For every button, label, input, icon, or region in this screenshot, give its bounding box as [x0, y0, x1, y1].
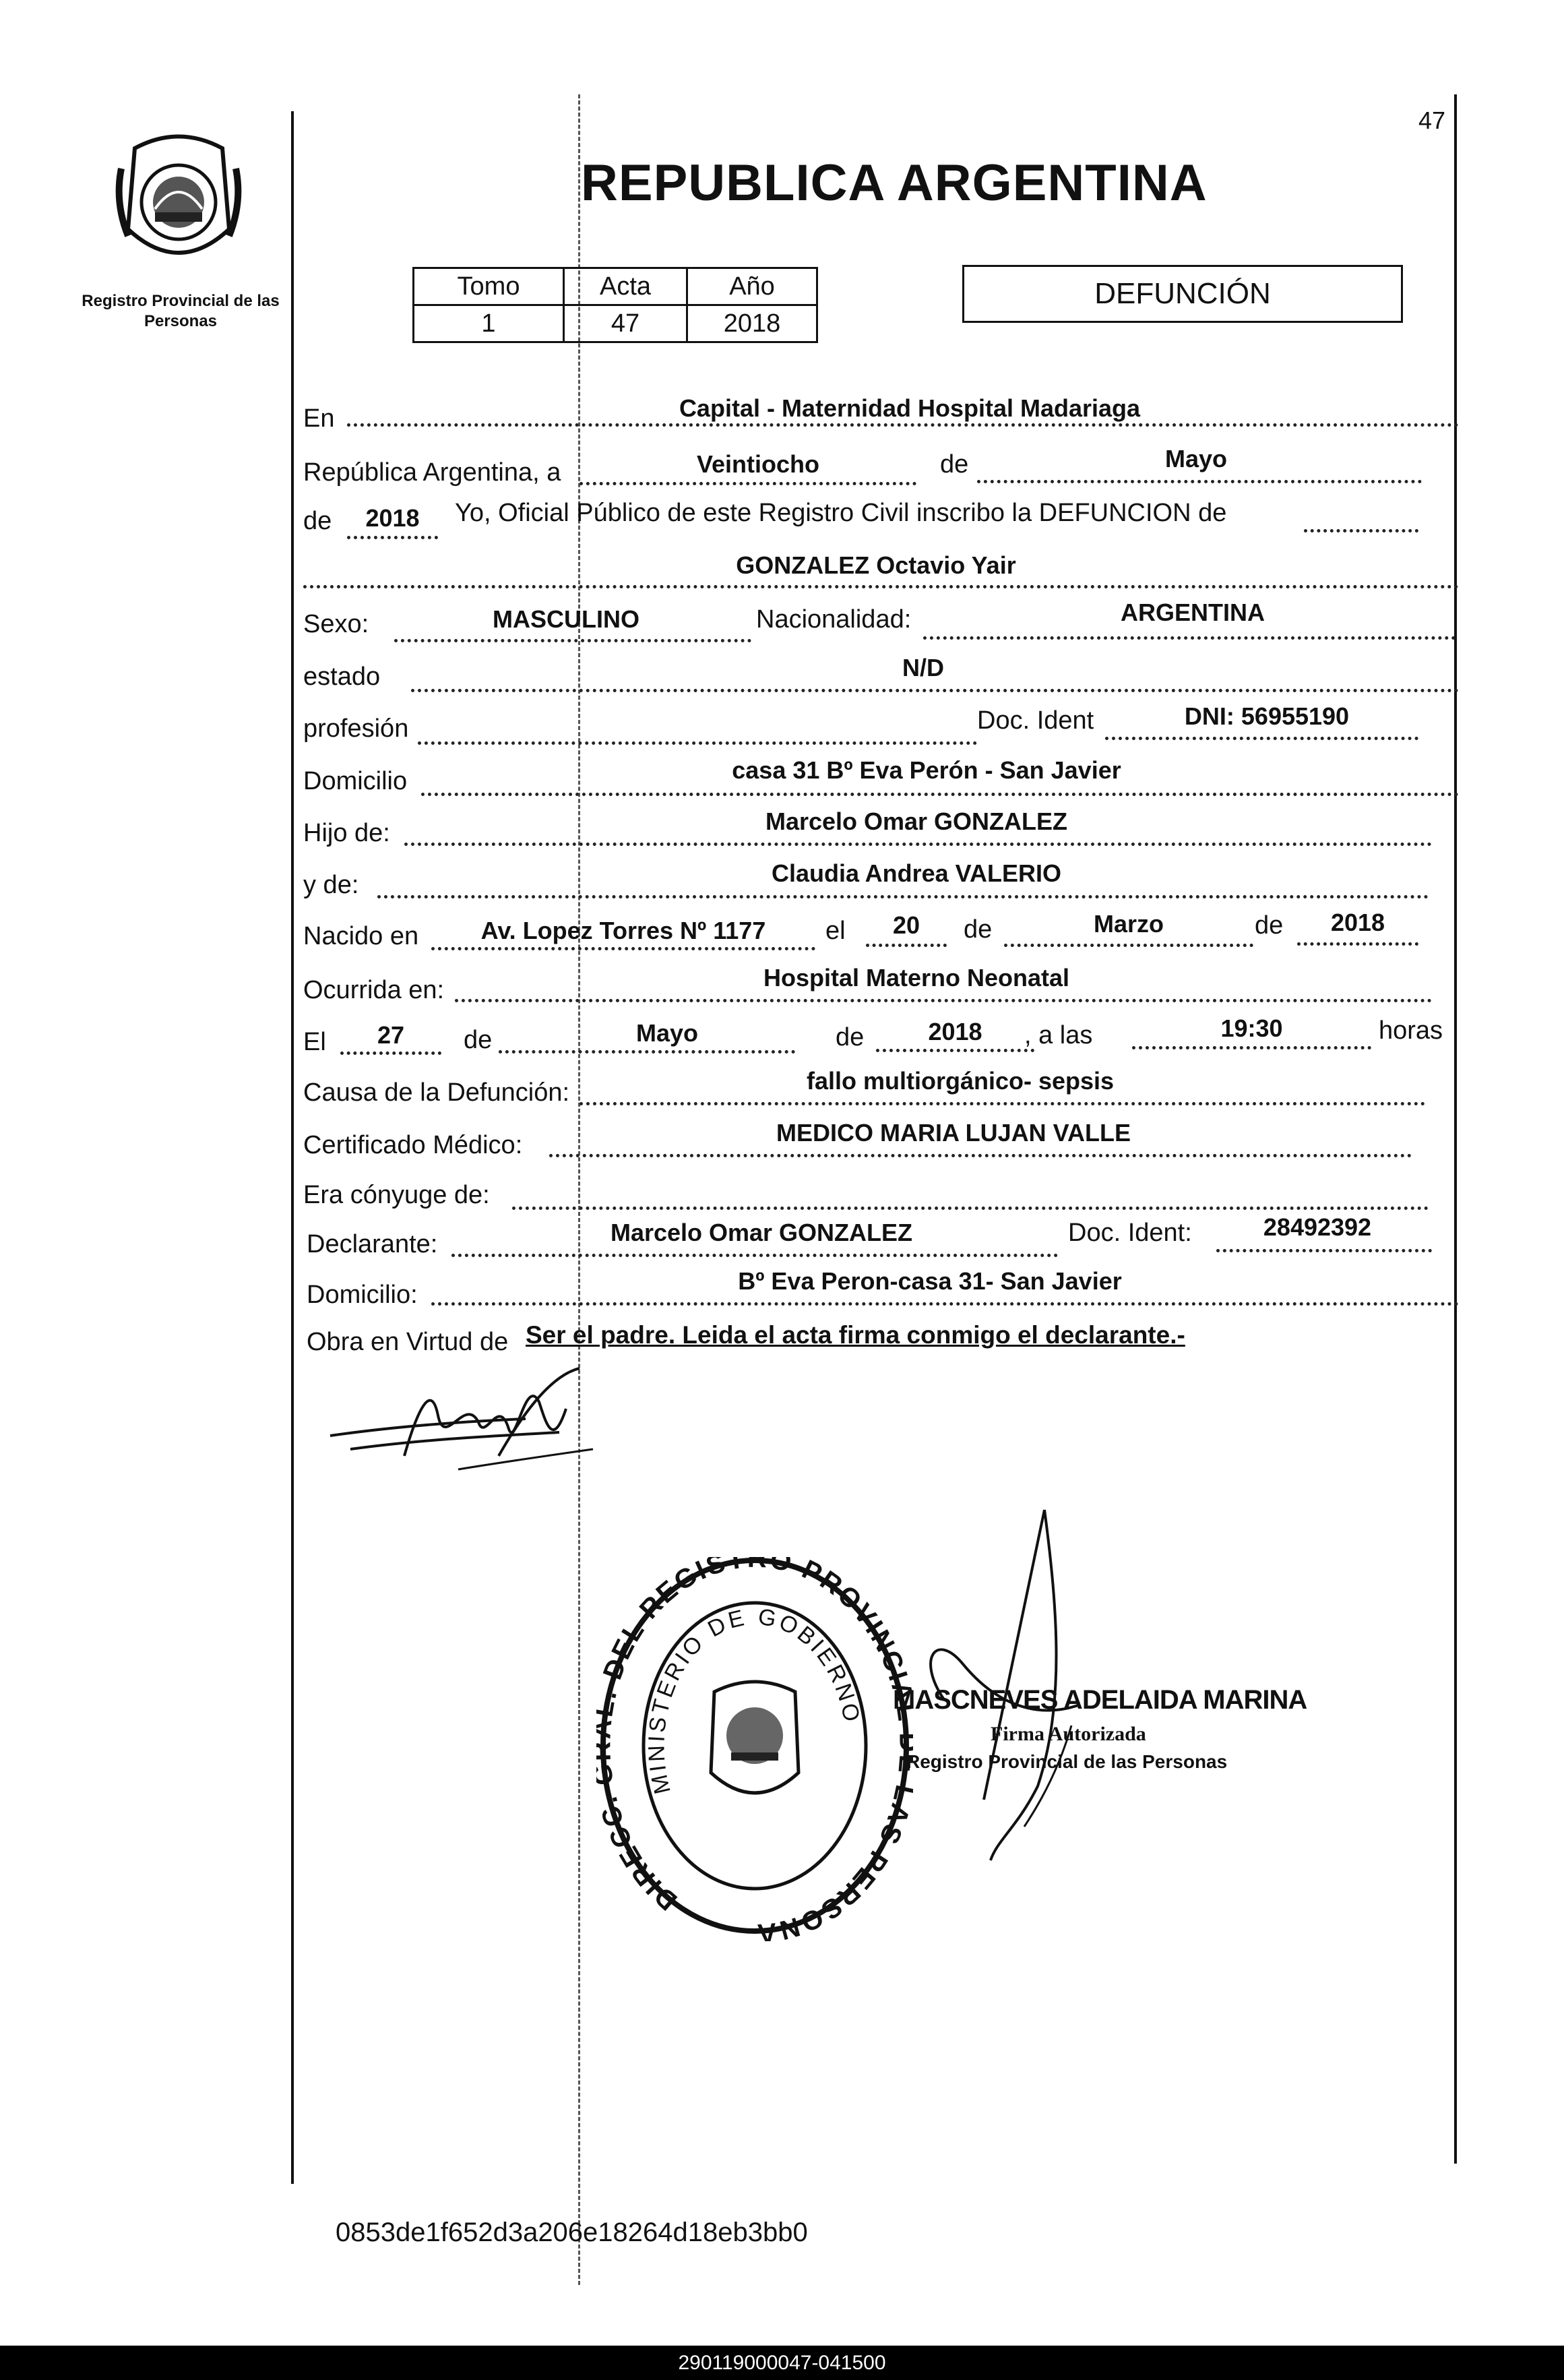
left-margin-line: [291, 111, 294, 2184]
value-domicilio2: Bº Eva Peron-casa 31- San Javier: [738, 1267, 1122, 1295]
value-mes: Mayo: [1164, 445, 1228, 472]
underline: [866, 944, 947, 947]
value-nacionalidad: ARGENTINA: [1121, 599, 1265, 626]
label-certificado: Certificado Médico:: [303, 1131, 523, 1159]
label-de2: de: [303, 507, 332, 535]
value-dni: DNI: 56955190: [1184, 702, 1350, 730]
label-domicilio2: Domicilio:: [307, 1281, 418, 1309]
logo-caption: Registro Provincial de las Personas: [82, 292, 280, 330]
footer-code: 290119000047-041500: [0, 2346, 1564, 2380]
label-nacionalidad: Nacionalidad:: [756, 605, 912, 634]
header-tomo: Tomo: [414, 268, 564, 305]
underline: [347, 423, 1459, 427]
label-hijo: Hijo de:: [303, 819, 390, 847]
underline: [1004, 944, 1253, 947]
label-yo: Yo, Oficial Público de este Registro Civil inscribo la DEFUNCION de: [455, 499, 1227, 527]
underline: [431, 1302, 1459, 1306]
label-profesion: profesión: [303, 714, 409, 743]
underline: [340, 1051, 441, 1055]
underline: [1304, 529, 1418, 532]
value-def-dia: 27: [377, 1021, 405, 1049]
underline: [431, 947, 815, 950]
value-causa: fallo multiorgánico- sepsis: [806, 1067, 1115, 1095]
label-sexo: Sexo:: [303, 610, 369, 638]
value-lugar: Capital - Maternidad Hospital Madariaga: [679, 394, 1141, 422]
underline: [451, 1254, 1058, 1257]
official-stamp: [596, 1557, 913, 1941]
label-domicilio: Domicilio: [303, 767, 408, 795]
underline: [418, 741, 977, 745]
underline: [1132, 1046, 1371, 1049]
label-de1: de: [940, 450, 969, 479]
page-number: 47: [1418, 106, 1446, 134]
value-nac-anio: 2018: [1330, 909, 1385, 936]
underline: [394, 639, 751, 642]
underline: [876, 1049, 1034, 1052]
underline: [347, 536, 438, 539]
value-estado: N/D: [902, 654, 944, 681]
signatory-role: Firma Autorizada: [991, 1723, 1146, 1745]
signatory-office: Registro Provincial de las Personas: [906, 1751, 1228, 1772]
declarant-signature: [323, 1355, 606, 1490]
underline: [1216, 1249, 1432, 1252]
header-acta: Acta: [564, 268, 687, 305]
value-anio: 2018: [365, 504, 420, 532]
label-republica: República Argentina, a: [303, 458, 561, 487]
label-obra: Obra en Virtud de: [307, 1328, 509, 1356]
label-el1: el: [825, 917, 846, 945]
doc-type-box: DEFUNCIÓN: [962, 265, 1403, 323]
underline: [580, 1102, 1425, 1105]
value-dia: Veintiocho: [696, 450, 820, 478]
label-de5: de: [464, 1026, 493, 1054]
label-yde: y de:: [303, 871, 359, 899]
value-madre: Claudia Andrea VALERIO: [771, 859, 1062, 887]
label-de6: de: [836, 1023, 865, 1051]
underline: [977, 480, 1422, 483]
value-anio: 2018: [687, 305, 817, 342]
underline: [499, 1050, 795, 1054]
label-ocurrida: Ocurrida en:: [303, 976, 445, 1004]
value-declarante-doc: 28492392: [1263, 1213, 1372, 1241]
signatory-name: MASCNEVES ADELAIDA MARINA: [893, 1685, 1307, 1715]
underline: [377, 895, 1429, 898]
value-sexo: MASCULINO: [493, 605, 639, 633]
label-en: En: [303, 404, 335, 433]
label-declarante: Declarante:: [307, 1230, 438, 1258]
value-nacido-en: Av. Lopez Torres Nº 1177: [480, 917, 766, 944]
label-el2: El: [303, 1028, 326, 1056]
underline: [549, 1154, 1412, 1157]
underline: [1297, 942, 1418, 946]
svg-text:DIRECC. GRAL. DEL REGISTRO PRO: DIRECC DEL REGISTRO PROVINCI AS PERSONA: [596, 1557, 913, 1941]
label-alas: , a las: [1024, 1021, 1093, 1049]
value-declarante: Marcelo Omar GONZALEZ: [610, 1219, 913, 1246]
value-obra: Ser el padre. Leida el acta firma conmigo el declarante.-: [526, 1321, 1185, 1349]
label-nacido: Nacido en: [303, 922, 419, 950]
underline: [421, 793, 1459, 796]
value-nac-dia: 20: [892, 911, 920, 939]
right-margin-line: [1454, 94, 1457, 2164]
value-hora: 19:30: [1220, 1014, 1283, 1042]
label-de4: de: [1255, 911, 1284, 940]
underline: [411, 689, 1459, 692]
header-anio: Año: [687, 268, 817, 305]
underline: [1105, 737, 1418, 740]
province-seal: [108, 128, 249, 270]
label-estado: estado: [303, 663, 381, 691]
underline: [455, 999, 1432, 1002]
label-doc-ident: Doc. Ident: [977, 706, 1094, 735]
value-padre: Marcelo Omar GONZALEZ: [765, 807, 1068, 835]
value-ocurrida: Hospital Materno Neonatal: [763, 964, 1070, 991]
value-def-anio: 2018: [928, 1018, 982, 1045]
label-causa: Causa de la Defunción:: [303, 1078, 570, 1107]
label-doc-ident2: Doc. Ident:: [1068, 1219, 1192, 1247]
svg-text:MINISTERIO DE GOBIERNO: MINISTERIO DE GOBIERNO: [644, 1604, 865, 1797]
value-domicilio: casa 31 Bº Eva Perón - San Javier: [732, 756, 1121, 784]
registry-table: [412, 267, 818, 343]
value-acta: 47: [564, 305, 687, 342]
value-nombre: GONZALEZ Octavio Yair: [736, 551, 1016, 579]
label-conyuge: Era cónyuge de:: [303, 1181, 490, 1209]
value-tomo: 1: [414, 305, 564, 342]
underline: [404, 843, 1432, 846]
underline: [580, 482, 916, 485]
document-title: REPUBLICA ARGENTINA: [581, 154, 1208, 212]
underline: [923, 636, 1456, 640]
value-def-mes: Mayo: [635, 1019, 699, 1047]
underline: [303, 585, 1459, 588]
value-certificado: MEDICO MARIA LUJAN VALLE: [776, 1119, 1131, 1147]
label-de3: de: [964, 915, 993, 944]
label-horas: horas: [1379, 1016, 1443, 1045]
value-nac-mes: Marzo: [1093, 910, 1164, 938]
document-hash: 0853de1f652d3a206e18264d18eb3bb0: [336, 2218, 808, 2247]
underline: [512, 1207, 1429, 1210]
